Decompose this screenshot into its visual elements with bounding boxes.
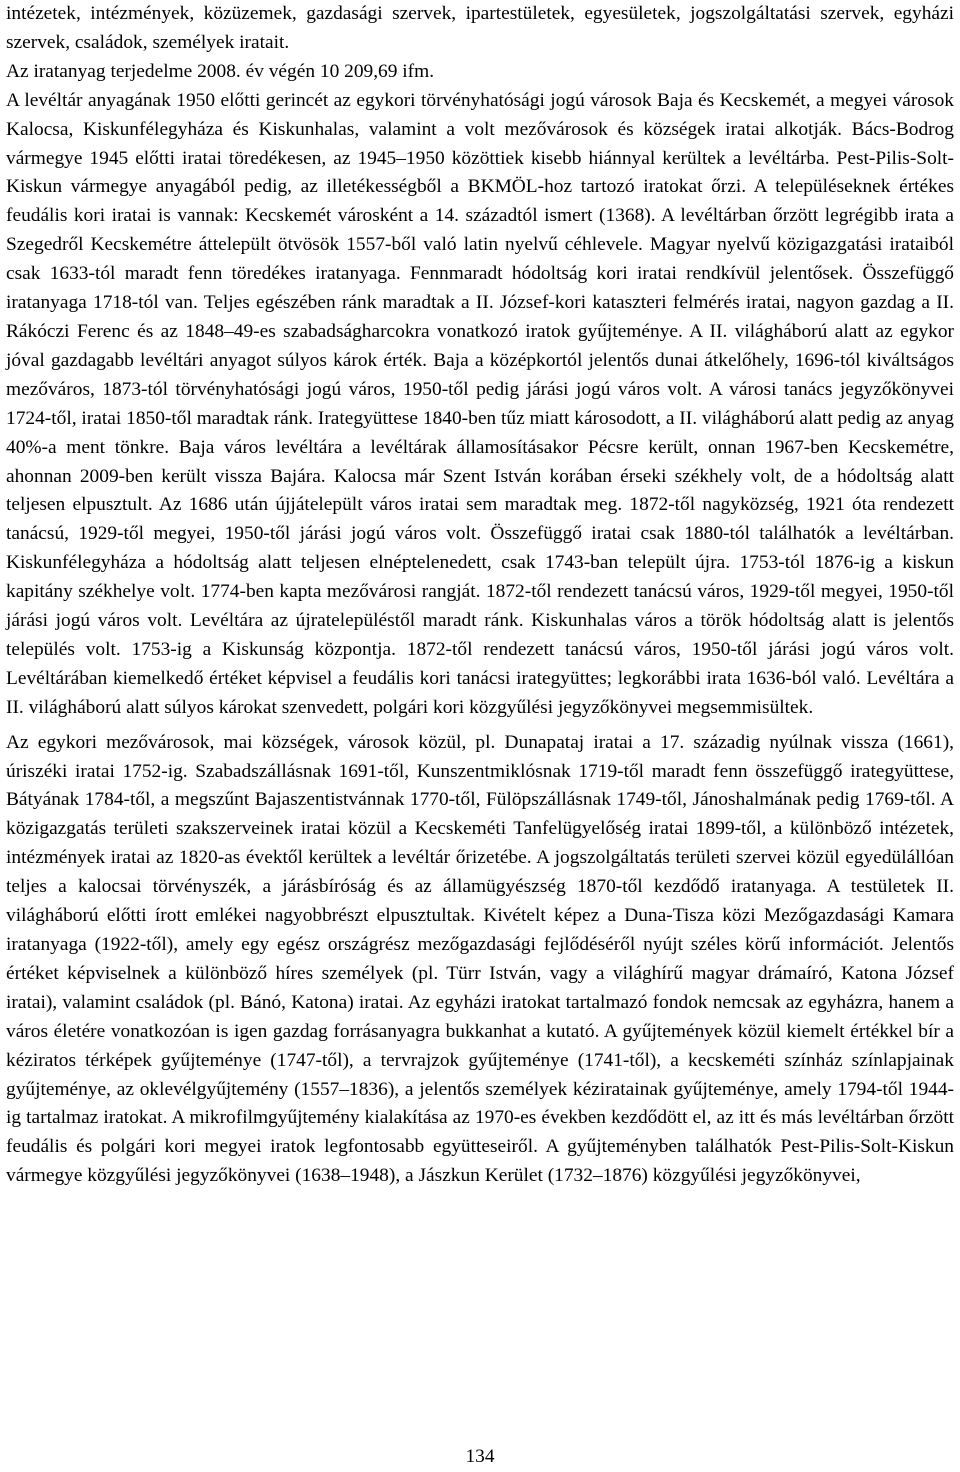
paragraph-town-archives: A levéltár anyagának 1950 előtti gerincét az egykori törvényhatósági jogú városok Baja és Kecskemét, a megyei városok Kalocsa, Kiskunfélegyháza és Kiskunhalas, valamint a volt mezővárosok és községek iratai alkotják. Bács-Bodrog vármegye 1945 előtti iratai töredékesen, az 1945–1950 közöttiek kisebb hiánnyal kerültek a levéltárba. Pest-Pilis-Solt-Kiskun vármegye anyagából pedig, az illetékességből a BKMÖL-hoz tartozó iratokat őrzi. A településeknek értékes feudális kori iratai is vannak: Kecskemét városként a 14. századtól ismert (1368). A levéltárban őrzött legrégibb irata a Szegedről Kecskemétre áttelepült ötvösök 1557-ből való latin nyelvű céhlevele. Magyar nyelvű közigazgatási irataiból csak 1633-tól maradt fenn töredékes iratanyaga. Fennmaradt hódoltság kori iratai rendkívül jelentősek. Összefüggő iratanyaga 1718-tól van. Teljes egészében ránk maradtak a II. József-kori kataszteri felmérés iratai, nagyon gazdag a II. Rákóczi Ferenc és az 1848–49-es szabadságharcokra vonatkozó iratok gyűjteménye. A II. világháború alatt az egykor jóval gazdagabb levéltári anyagot súlyos károk érték. Baja a középkortól jelentős dunai átkelőhely, 1696-tól kiváltságos mezőváros, 1873-tól törvényhatósági jogú város, 1950-től pedig járási jogú város volt. A városi tanács jegyzőkönyvei 1724-től, iratai 1850-től maradtak ránk. Irategyüttese 1840-ben tűz miatt károsodott, a II. világháború alatt pedig az anyag 40%-a ment tönkre. Baja város levéltára a levéltárak államosításakor Pécsre került, onnan 1967-ben Kecskemétre, ahonnan 2009-ben került vissza Bajára. Kalocsa már Szent István korában érseki székhely volt, de a hódoltság alatt teljesen elpusztult. Az 1686 után újjátelepült város iratai sem maradtak meg. 1872-től nagyközség, 1921 óta rendezett tanácsú, 1929-től megyei, 1950-től járási jogú város volt. Összefüggő iratai csak 1880-tól találhatók a levéltárban. Kiskunfélegyháza a hódoltság alatt teljesen elnéptelenedett, csak 1743-ban települt újra. 1753-tól 1876-ig a kiskun kapitány székhelye volt. 1774-ben kapta mezővárosi rangját. 1872-től rendezett tanácsú város, 1929-től megyei, 1950-től járási jogú város volt. Levéltára az újratelepüléstől maradt ránk. Kiskunhalas város a török hódoltság alatt is jelentős település volt. 1753-ig a Kiskunság központja. 1872-től rendezett tanácsú város, 1950-től járási jogú város volt. Levéltárában kiemelkedő értéket képvisel a feudális kori tanácsi irategyüttes; legkorábbi irata 1636-ból való. Levéltára a II. világháború alatt súlyos károkat szenvedett, polgári kori közgyűlési jegyzőkönyvei megsemmisültek. [6, 89, 954, 718]
paragraph-extent: Az iratanyag terjedelme 2008. év végén 10 209,69 ifm. [6, 60, 435, 82]
page-number: 134 [465, 1446, 495, 1467]
paragraph-market-towns: Az egykori mezővárosok, mai községek, városok közül, pl. Dunapataj iratai a 17. századig nyúlnak vissza (1661), úriszéki iratai 1752-ig. Szabadszállásnak 1691-től, Kunszentmiklósnak 1719-től maradt fenn összefüggő irategyüttese, Bátyának 1784-től, a megszűnt Bajaszentistvánnak 1770-től, Fülöpszállásnak 1749-től, Jánoshalmának pedig 1769-től. A közigazgatás területi szakszerveinek iratai közül a Kecskeméti Tanfelügyelőség iratai 1899-től, a különböző intézetek, intézmények iratai az 1820-as évektől kerültek a levéltár őrizetébe. A jogszolgáltatás területi szervei közül egyedülállóan teljes a kalocsai törvényszék, a járásbíróság és az államügyészség 1870-től kezdődő iratanyaga. A testületek II. világháború előtti írott emlékei nagyobbrészt elpusztultak. Kivételt képez a Duna-Tisza közi Mezőgazdasági Kamara iratanyaga (1922-től), amely egy egész országrész mezőgazdasági fejlődéséről nyújt széles körű információt. Jelentős értéket képviselnek a különböző híres személyek (pl. Türr István, vagy a világhírű magyar drámaíró, Katona József iratai), valamint családok (pl. Bánó, Katona) iratai. Az egyházi iratokat tartalmazó fondok nemcsak az egyházra, hanem a város életére vonatkozóan is igen gazdag forrásanyagra bukkanhat a kutató. A gyűjtemények közül kiemelt értékkel bír a kéziratos térképek gyűjteménye (1747-től), a tervrajzok gyűjteménye (1741-től), a kecskeméti színház színlapjainak gyűjteménye, az oklevélgyűjtemény (1557–1836), a jelentős személyek kéziratainak gyűjteménye, amely 1794-től 1944-ig tartalmaz iratokat. A mikrofilmgyűjtemény kialakítása az 1970-es években kezdődött el, az itt és más levéltárban őrzött feudális és polgári kori megyei iratok legfontosabb együtteseiről. A gyűjteményben találhatók Pest-Pilis-Solt-Kiskun vármegye közgyűlési jegyzőkönyvei (1638–1948), a Jászkun Kerület (1732–1876) közgyűlési jegyzőkönyvei, [6, 731, 954, 1187]
paragraph-institutions: intézetek, intézmények, közüzemek, gazdasági szervek, ipartestületek, egyesületek, jogszolgáltatási szervek, egyházi szervek, családok, személyek iratait. [6, 3, 954, 53]
document-page [6, 0, 954, 1191]
